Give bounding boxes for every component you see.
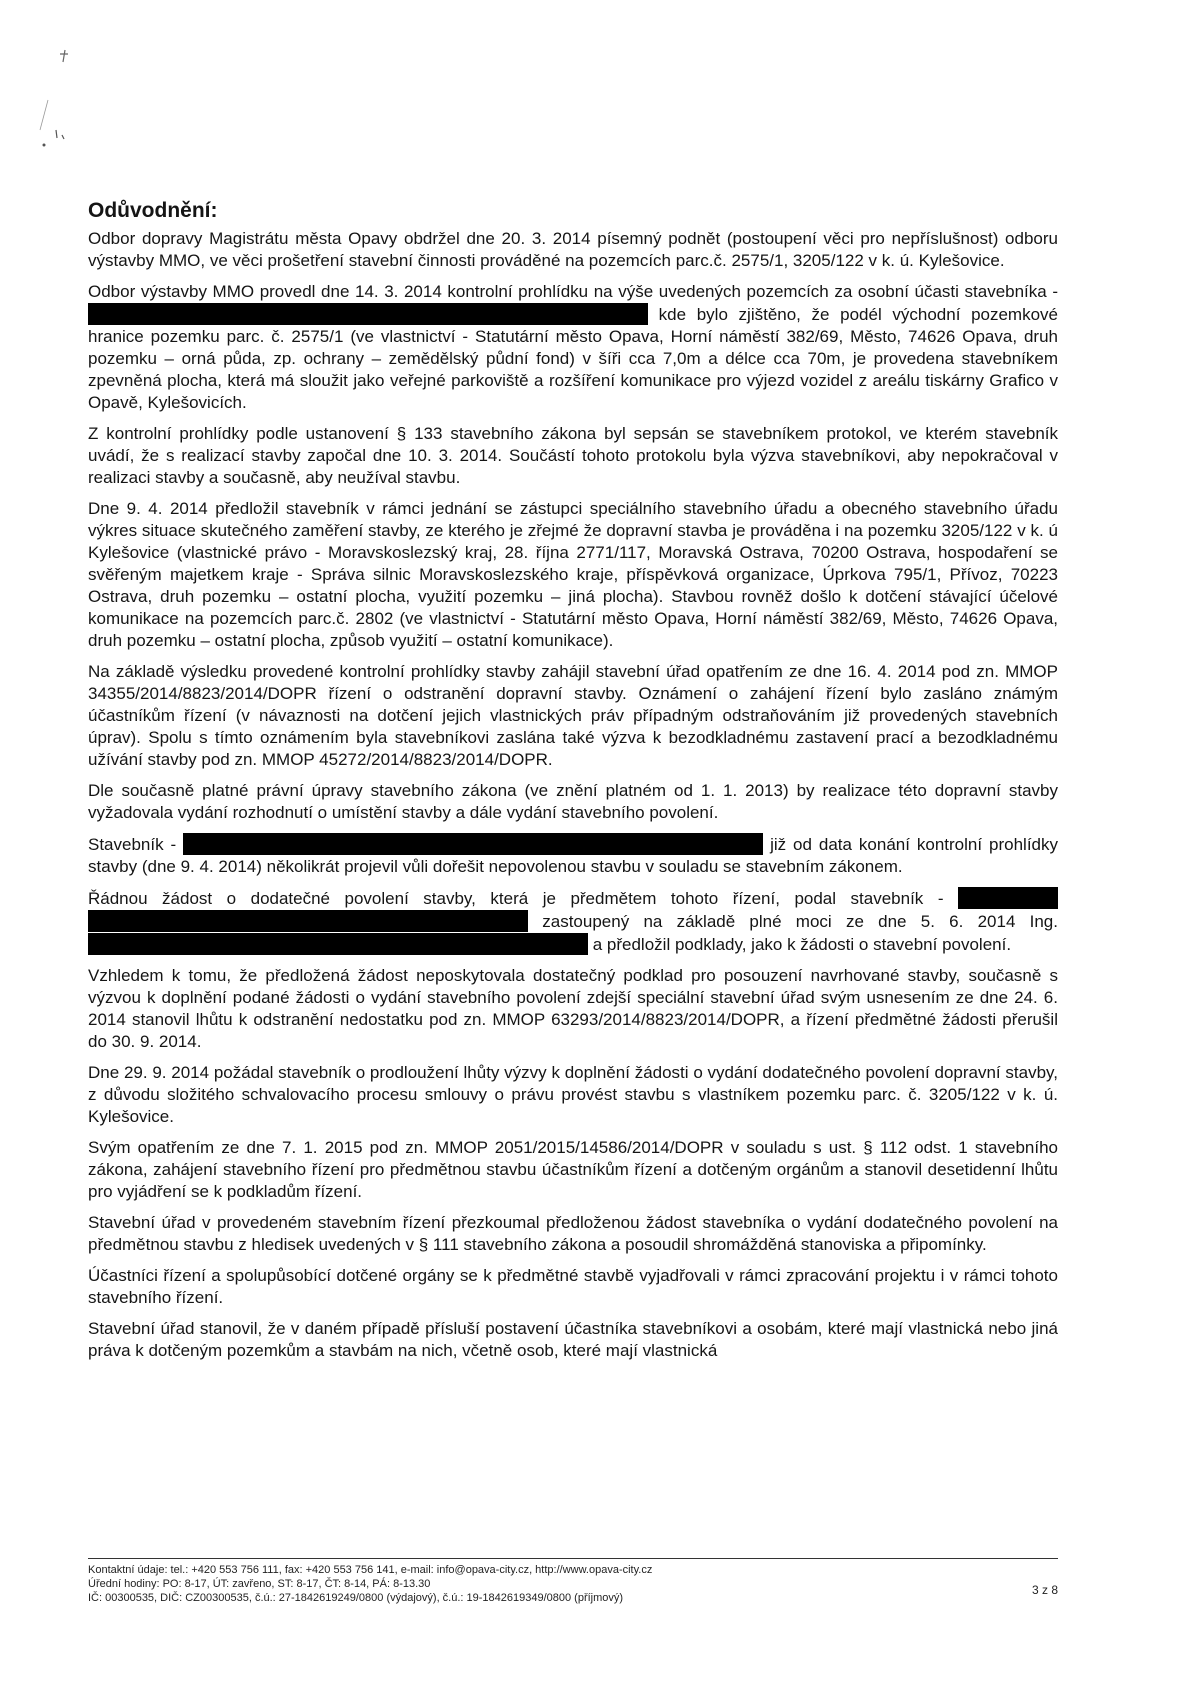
- paragraph-9: Vzhledem k tomu, že předložená žádost neposkytovala dostatečný podklad pro posouzení navrhované stavby, současně s výzvou k doplnění podané žádosti o vydání stavebního povolení zdejší speciální stavební úřad svým usnesením ze dne 24. 6. 2014 stanovil lhůtu k odstranění nedostatku pod zn. MMOP 63293/2014/8823/2014/DOPR, a řízení předmětné žádosti přerušil do 30. 9. 2014.: [88, 966, 1058, 1051]
- redaction-bar: [958, 887, 1058, 909]
- paragraph-5: Na základě výsledku provedené kontrolní prohlídky stavby zahájil stavební úřad opatřením ze dne 16. 4. 2014 pod zn. MMOP 34355/2014/8823/2014/DOPR řízení o odstranění dopravní stavby. Oznámení o zahájení řízení bylo zasláno známým účastníkům řízení (v návaznosti na dotčení jejich vlastnických práv případným odstraňováním již provedených stavebních úprav). Spolu s tímto oznámením byla stavebníkovi zaslána také výzva k bezodkladnému zastavení prací a bezodkladnému užívání stavby pod zn. MMOP 45272/2014/8823/2014/DOPR.: [88, 662, 1058, 769]
- redaction-bar: [183, 833, 763, 855]
- paragraph-1: Odbor dopravy Magistrátu města Opavy obdržel dne 20. 3. 2014 písemný podnět (postoupení věci pro nepříslušnost) odboru výstavby MMO, ve věci prošetření stavební činnosti prováděné na pozemcích parc.č. 2575/1, 3205/122 v k. ú. Kylešovice.: [88, 229, 1058, 270]
- paragraph-4: Dne 9. 4. 2014 předložil stavebník v rámci jednání se zástupci speciálního stavebního úřadu a obecného stavebního úřadu výkres situace skutečného zaměření stavby, ze kterého je zřejmé že dopravní stavba je prováděna i na pozemku 3205/122 v k. ú Kylešovice (vlastnické právo - Moravskoslezský kraj, 28. října 2771/117, Moravská Ostrava, 70200 Ostrava, hospodaření se svěřeným majetkem kraje - Správa silnic Moravskoslezského kraje, příspěvková organizace, Úprkova 795/1, Přívoz, 70223 Ostrava, druh pozemku – ostatní plocha, využití pozemku – jiná plocha). Stavbou rovněž došlo k dotčení stávající účelové komunikace na pozemcích parc.č. 2802 (ve vlastnictví - Statutární město Opava, Horní náměstí 382/69, Město, 74626 Opava, druh pozemku – ostatní plocha, způsob využití – ostatní komunikace).: [88, 499, 1058, 650]
- redaction-bar: [88, 910, 528, 932]
- paragraph-13: Účastníci řízení a spolupůsobící dotčené orgány se k předmětné stavbě vyjadřovali v rámci zpracování projektu i v rámci tohoto stavebního řízení.: [88, 1266, 1058, 1307]
- redaction-bar: [88, 933, 588, 955]
- page-number: 3 z 8: [1031, 1583, 1058, 1597]
- paragraph-2-part-b: kde bylo zjištěno, že podél východní pozemkové hranice pozemku parc. č. 2575/1 (ve vlastnictví - Statutární město Opava, Horní náměstí 382/69, Město, 74626 Opava, druh pozemku – orná půda, zp. ochrany – zemědělský půdní fond) v šíři cca 7,0m a délce cca 70m, je provedena stavebníkem zpevněná plocha, která má sloužit jako veřejné parkoviště a rozšíření komunikace pro výjezd vozidel z areálu tiskárny Grafico v Opavě, Kylešovicích.: [88, 305, 1058, 412]
- paragraph-12: Stavební úřad v provedeném stavebním řízení přezkoumal předloženou žádost stavebníka o vydání dodatečného povolení na předmětnou stavbu z hledisek uvedených v § 111 stavebního zákona a posoudil shromážděná stanoviska a připomínky.: [88, 1213, 1058, 1254]
- paragraph-3: Z kontrolní prohlídky podle ustanovení § 133 stavebního zákona byl sepsán se stavebníkem protokol, ve kterém stavebník uvádí, že s realizací stavby započal dne 10. 3. 2014. Součástí tohoto protokolu byla výzva stavebníkovi, aby nepokračoval v realizaci stavby a současně, aby neužíval stavbu.: [88, 424, 1058, 487]
- paragraph-2-part-a: Odbor výstavby MMO provedl dne 14. 3. 2014 kontrolní prohlídku na výše uvedených pozemcích za osobní účasti stavebníka -: [88, 282, 1058, 301]
- page-footer: [88, 1558, 1058, 1605]
- paragraph-8: [88, 887, 1058, 956]
- section-heading: Odůvodnění:: [88, 199, 218, 222]
- paragraph-7: [88, 833, 1058, 878]
- paragraph-8-part-c: a předložil podklady, jako k žádosti o stavební povolení.: [592, 935, 1012, 954]
- paragraph-8-part-b: zastoupený na základě plné moci ze dne 5. 6. 2014 Ing.: [542, 912, 1058, 931]
- paragraph-8-part-a: Řádnou žádost o dodatečné povolení stavby, která je předmětem tohoto řízení, podal stavebník -: [88, 889, 944, 908]
- paragraph-6: Dle současně platné právní úpravy stavebního zákona (ve znění platném od 1. 1. 2013) by realizace této dopravní stavby vyžadovala vydání rozhodnutí o umístění stavby a dále vydání stavebního povolení.: [88, 781, 1058, 822]
- paragraph-10: Dne 29. 9. 2014 požádal stavebník o prodloužení lhůty výzvy k doplnění žádosti o vydání dodatečného povolení dopravní stavby, z důvodu složitého schvalovacího procesu smlouvy o právu provést stavbu s vlastníkem pozemku parc. č. 3205/122 v k. ú. Kylešovice.: [88, 1063, 1058, 1126]
- paragraph-7-part-b: již od data konání kontrolní prohlídky stavby (dne 9. 4. 2014) několikrát projevil vůli dořešit nepovolenou stavbu v souladu se stavebním zákonem.: [88, 835, 1058, 876]
- redaction-bar: [88, 303, 648, 325]
- document-body: [88, 198, 1058, 1371]
- paragraph-7-part-a: Stavebník -: [88, 835, 177, 854]
- paragraph-2: [88, 281, 1058, 414]
- footer-contact: Kontaktní údaje: tel.: +420 553 756 111, fax: +420 553 756 141, e-mail: info@opava-city.cz, http://www.opava-city.cz: [88, 1564, 653, 1576]
- paragraph-14: Stavební úřad stanovil, že v daném případě přísluší postavení účastníka stavebníkovi a osobám, které mají vlastnická nebo jiná práva k dotčeným pozemkům a stavbám na nich, včetně osob, které mají vlastnická: [88, 1319, 1058, 1360]
- paragraph-11: Svým opatřením ze dne 7. 1. 2015 pod zn. MMOP 2051/2015/14586/2014/DOPR v souladu s ust. § 112 odst. 1 stavebního zákona, zahájení stavebního řízení pro předmětnou stavbu účastníkům řízení a dotčeným orgánům a stanovil desetidenní lhůtu pro vyjádření se k podkladům řízení.: [88, 1138, 1058, 1201]
- footer-office-hours: Úřední hodiny: PO: 8-17, ÚT: zavřeno, ST: 8-17, ČT: 8-14, PÁ: 8-13.30: [88, 1578, 431, 1590]
- footer-ids: IČ: 00300535, DIČ: CZ00300535, č.ú.: 27-1842619249/0800 (výdajový), č.ú.: 19-1842619349/0800 (příjmový): [88, 1592, 624, 1604]
- scan-artifact-marks: [30, 40, 90, 150]
